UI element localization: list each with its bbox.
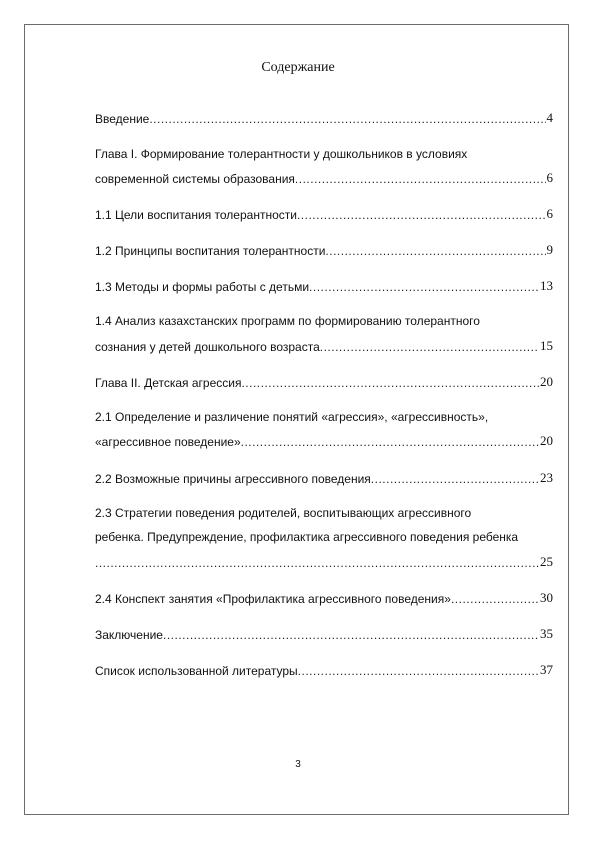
dot-leader	[95, 556, 539, 570]
page-ref: 30	[540, 590, 553, 605]
page-number: 3	[295, 759, 301, 770]
dot-leader	[149, 112, 545, 126]
page-ref: 13	[540, 278, 553, 293]
page-ref: 6	[546, 170, 553, 185]
page-ref: 4	[546, 110, 553, 125]
page-ref: 35	[540, 626, 553, 641]
dot-leader	[371, 472, 539, 486]
toc-entry-2-1[interactable]: «агрессивное поведение» ..... 20	[95, 431, 553, 449]
page-ref: 25	[540, 554, 553, 569]
page-ref: 20	[540, 374, 553, 389]
page-ref: 37	[540, 662, 553, 677]
page-ref: 23	[540, 470, 553, 485]
toc-entry-1-1[interactable]: 1.1 Цели воспитания толерантности ..... 6	[95, 204, 553, 222]
dot-leader	[297, 208, 546, 222]
dot-leader	[241, 435, 539, 449]
toc-entry-conclusion[interactable]: Заключение ..... 35	[95, 624, 553, 642]
toc-entry-2-3[interactable]	[95, 552, 553, 570]
dot-leader	[163, 628, 539, 642]
dot-leader	[241, 376, 539, 390]
page-title: Содержание	[261, 60, 335, 75]
dot-leader	[320, 340, 539, 354]
toc-entry-2-1-line1[interactable]: 2.1 Определение и различение понятий «агрессия», «агрессивность»,	[95, 410, 489, 424]
page-ref: 9	[546, 242, 553, 257]
toc-entry-1-4-line1[interactable]: 1.4 Анализ казахстанских программ по формированию толерантного	[95, 314, 480, 328]
toc-entry-1-2[interactable]: 1.2 Принципы воспитания толерантности ..... 9	[95, 240, 553, 258]
toc-entry-2-2[interactable]: 2.2 Возможные причины агрессивного поведения ..... 23	[95, 468, 553, 486]
toc-entry-chapter2[interactable]: Глава II. Детская агрессия ..... 20	[95, 372, 553, 390]
toc-entry-2-3-line2[interactable]: ребенка. Предупреждение, профилактика агрессивного поведения ребенка	[95, 530, 519, 544]
toc-entry-2-3-line1[interactable]: 2.3 Стратегии поведения родителей, воспитывающих агрессивного	[95, 506, 472, 520]
dot-leader	[325, 244, 545, 258]
page-ref: 20	[540, 433, 553, 448]
toc-entry-references[interactable]: Список использованной литературы ..... 37	[95, 660, 553, 678]
toc-entry-chapter1-line1[interactable]: Глава I. Формирование толерантности у дошкольников в условиях	[95, 147, 468, 161]
page-ref: 6	[546, 206, 553, 221]
page-ref: 15	[540, 338, 553, 353]
toc-entry-intro[interactable]: Введение ..... 4	[95, 108, 553, 126]
toc-entry-2-4[interactable]: 2.4 Конспект занятия «Профилактика агрессивного поведения» ..... 30	[95, 588, 553, 606]
dot-leader	[295, 172, 546, 186]
toc-entry-1-4[interactable]: сознания у детей дошкольного возраста ..... 15	[95, 336, 553, 354]
toc-entry-1-3[interactable]: 1.3 Методы и формы работы с детьми ..... 13	[95, 276, 553, 294]
dot-leader	[451, 592, 539, 606]
dot-leader	[309, 280, 539, 294]
dot-leader	[298, 664, 539, 678]
toc-entry-chapter1[interactable]: современной системы образования ..... 6	[95, 168, 553, 186]
